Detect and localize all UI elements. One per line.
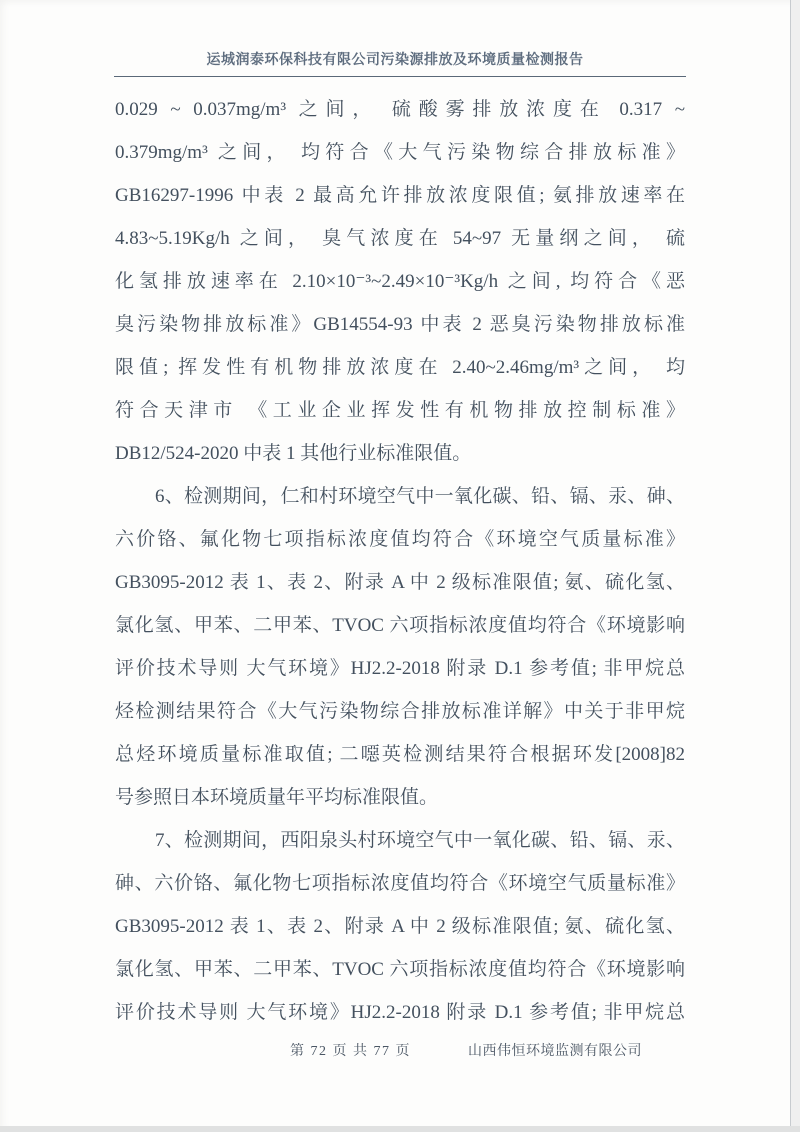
- body-line: 7、检测期间，西阳泉头村环境空气中一氧化碳、铅、镉、汞、: [155, 830, 685, 851]
- body-line: GB16297-1996 中表 2 最高允许排放浓度限值; 氨排放速率在: [115, 185, 685, 206]
- page-header-title: 运城润泰环保科技有限公司污染源排放及环境质量检测报告: [206, 53, 584, 68]
- body-line: 符合天津市 《工业企业挥发性有机物排放控制标准》: [115, 400, 685, 421]
- body-line: 化氢排放速率在 2.10×10⁻³~2.49×10⁻³Kg/h 之间, 均符合《恶: [115, 271, 685, 292]
- page-number: 第 72 页 共 77 页: [290, 1044, 411, 1059]
- footer-company-name: 山西伟恒环境监测有限公司: [468, 1044, 642, 1059]
- body-line: 氯化氢、甲苯、二甲苯、TVOC 六项指标浓度值均符合《环境影响: [115, 959, 685, 980]
- report-body: [115, 88, 685, 1034]
- body-line: 烃检测结果符合《大气污染物综合排放标准详解》中关于非甲烷: [115, 701, 685, 722]
- scan-edge-bottom: [0, 1126, 800, 1132]
- page-footer: [0, 1040, 790, 1060]
- body-line: 砷、六价铬、氟化物七项指标浓度值均符合《环境空气质量标准》: [115, 873, 685, 894]
- body-line: DB12/524-2020 中表 1 其他行业标准限值。: [115, 443, 472, 464]
- body-line: 0.379mg/m³ 之间， 均符合《大气污染物综合排放标准》: [115, 142, 685, 163]
- body-line: 0.029 ~ 0.037mg/m³ 之间， 硫酸雾排放浓度在 0.317 ~: [115, 99, 685, 120]
- body-line: GB3095-2012 表 1、表 2、附录 A 中 2 级标准限值; 氨、硫化氢、: [115, 572, 685, 593]
- body-line: 号参照日本环境质量年平均标准限值。: [115, 787, 439, 808]
- scan-edge-right: [791, 0, 800, 1132]
- body-line: GB3095-2012 表 1、表 2、附录 A 中 2 级标准限值; 氨、硫化氢、: [115, 916, 685, 937]
- body-line: 总烃环境质量标准取值; 二噁英检测结果符合根据环发[2008]82: [115, 744, 685, 765]
- body-line: 限值; 挥发性有机物排放浓度在 2.40~2.46mg/m³之间， 均: [115, 357, 685, 378]
- scan-paper-edge-line: [790, 0, 791, 1132]
- body-line: 6、检测期间，仁和村环境空气中一氧化碳、铅、镉、汞、砷、: [155, 486, 685, 507]
- body-line: 4.83~5.19Kg/h 之间， 臭气浓度在 54~97 无量纲之间， 硫: [115, 228, 685, 249]
- body-line: 氯化氢、甲苯、二甲苯、TVOC 六项指标浓度值均符合《环境影响: [115, 615, 685, 636]
- body-line: 六价铬、氟化物七项指标浓度值均符合《环境空气质量标准》: [115, 529, 685, 550]
- body-line: 臭污染物排放标准》GB14554-93 中表 2 恶臭污染物排放标准: [115, 314, 685, 335]
- body-line: 评价技术导则 大气环境》HJ2.2-2018 附录 D.1 参考值; 非甲烷总: [115, 658, 685, 679]
- body-line: 评价技术导则 大气环境》HJ2.2-2018 附录 D.1 参考值; 非甲烷总: [115, 1002, 685, 1023]
- header-divider: [114, 76, 686, 77]
